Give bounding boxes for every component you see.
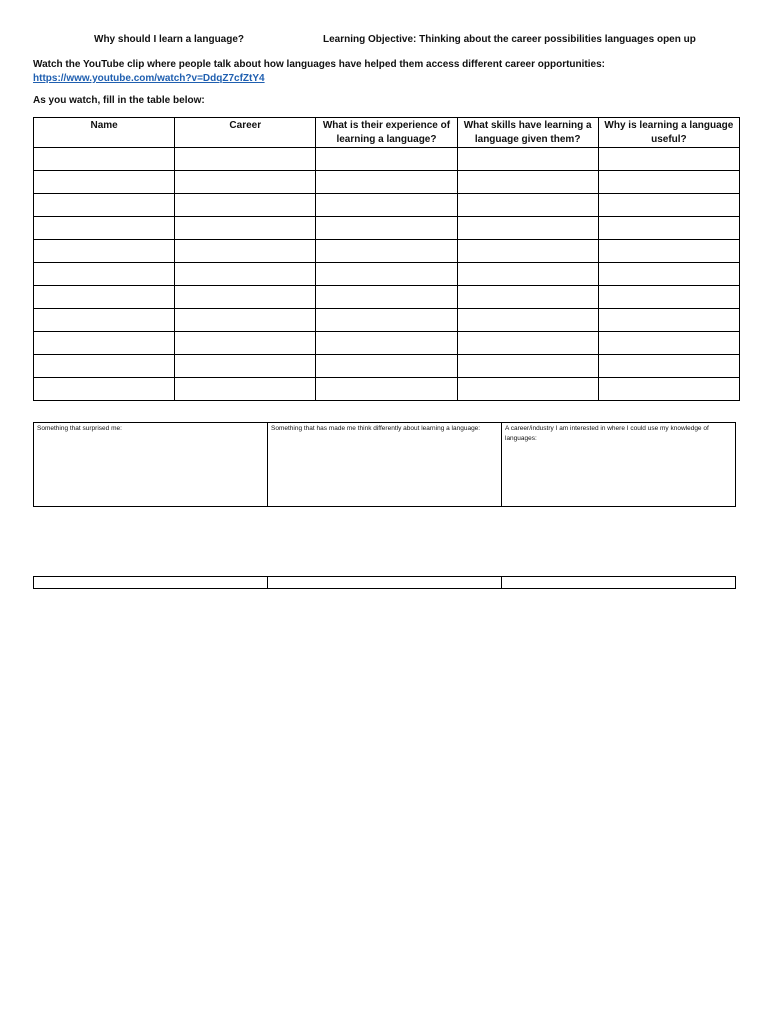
table-cell[interactable]	[34, 148, 175, 171]
table-cell[interactable]	[34, 309, 175, 332]
table-row	[34, 263, 740, 286]
reflection-prompt-career-interest: A career/industry I am interested in where I could use my knowledge of languages:	[505, 425, 709, 442]
table-cell[interactable]	[457, 355, 598, 378]
table-cell[interactable]	[316, 355, 457, 378]
table-cell[interactable]	[175, 148, 316, 171]
table-cell[interactable]	[175, 286, 316, 309]
table-cell[interactable]	[316, 194, 457, 217]
worksheet-title: Why should I learn a language?	[94, 34, 245, 45]
table-cell[interactable]	[316, 148, 457, 171]
table-row	[34, 355, 740, 378]
table-cell[interactable]	[316, 309, 457, 332]
table-row	[34, 378, 740, 401]
table-cell[interactable]	[457, 194, 598, 217]
reflection-row	[34, 423, 736, 507]
column-header-usefulness: Why is learning a language useful?	[598, 118, 739, 148]
table-cell[interactable]	[175, 171, 316, 194]
learning-objective: Learning Objective: Thinking about the career possibilities languages open up	[323, 34, 696, 45]
table-cell[interactable]	[34, 355, 175, 378]
table-cell[interactable]	[598, 217, 739, 240]
table-row	[34, 171, 740, 194]
table-cell[interactable]	[598, 286, 739, 309]
table-row	[34, 286, 740, 309]
table-cell[interactable]	[34, 240, 175, 263]
table-cell[interactable]	[175, 309, 316, 332]
table-cell[interactable]	[598, 309, 739, 332]
table-cell[interactable]	[316, 378, 457, 401]
table-cell[interactable]	[457, 148, 598, 171]
table-cell[interactable]	[457, 171, 598, 194]
watch-table-body	[34, 148, 740, 401]
reflection-box-career-interest[interactable]	[502, 423, 736, 507]
table-cell[interactable]	[316, 332, 457, 355]
reflection-prompt-think-differently: Something that has made me think differently about learning a language:	[271, 425, 481, 432]
table-cell[interactable]	[175, 240, 316, 263]
table-cell[interactable]	[598, 332, 739, 355]
bottom-empty-cell[interactable]	[502, 577, 736, 589]
bottom-empty-cell[interactable]	[268, 577, 502, 589]
table-cell[interactable]	[457, 286, 598, 309]
table-row	[34, 332, 740, 355]
table-cell[interactable]	[175, 355, 316, 378]
table-cell[interactable]	[598, 378, 739, 401]
table-cell[interactable]	[457, 217, 598, 240]
reflection-table	[33, 422, 736, 507]
bottom-empty-row	[34, 577, 736, 589]
table-cell[interactable]	[34, 194, 175, 217]
table-cell[interactable]	[457, 378, 598, 401]
table-cell[interactable]	[175, 194, 316, 217]
table-row	[34, 217, 740, 240]
table-cell[interactable]	[457, 240, 598, 263]
table-cell[interactable]	[598, 355, 739, 378]
video-instruction: Watch the YouTube clip where people talk about how languages have helped them access different career opportunities:	[33, 59, 605, 70]
column-header-career: Career	[175, 118, 316, 148]
table-row	[34, 240, 740, 263]
table-cell[interactable]	[175, 332, 316, 355]
table-cell[interactable]	[457, 332, 598, 355]
table-cell[interactable]	[457, 309, 598, 332]
table-cell[interactable]	[316, 263, 457, 286]
table-cell[interactable]	[34, 217, 175, 240]
table-cell[interactable]	[598, 171, 739, 194]
bottom-empty-cell[interactable]	[34, 577, 268, 589]
youtube-link[interactable]: https://www.youtube.com/watch?v=DdqZ7cfZtY4	[33, 73, 265, 84]
table-row	[34, 148, 740, 171]
table-cell[interactable]	[316, 240, 457, 263]
reflection-box-surprised[interactable]	[34, 423, 268, 507]
bottom-empty-table	[33, 576, 736, 589]
table-cell[interactable]	[316, 217, 457, 240]
table-cell[interactable]	[598, 263, 739, 286]
reflection-prompt-surprised: Something that surprised me:	[37, 425, 122, 432]
table-cell[interactable]	[34, 263, 175, 286]
table-cell[interactable]	[316, 286, 457, 309]
table-row	[34, 194, 740, 217]
watch-table-header-row	[34, 118, 740, 148]
table-cell[interactable]	[34, 171, 175, 194]
reflection-box-think-differently[interactable]	[268, 423, 502, 507]
table-cell[interactable]	[457, 263, 598, 286]
table-cell[interactable]	[598, 194, 739, 217]
table-row	[34, 309, 740, 332]
column-header-name: Name	[34, 118, 175, 148]
table-instruction: As you watch, fill in the table below:	[33, 95, 205, 106]
table-cell[interactable]	[175, 217, 316, 240]
table-cell[interactable]	[598, 148, 739, 171]
table-cell[interactable]	[175, 263, 316, 286]
table-cell[interactable]	[175, 378, 316, 401]
table-cell[interactable]	[598, 240, 739, 263]
table-cell[interactable]	[34, 332, 175, 355]
watch-table	[33, 117, 740, 401]
column-header-experience: What is their experience of learning a language?	[316, 118, 457, 148]
column-header-skills: What skills have learning a language given them?	[457, 118, 598, 148]
table-cell[interactable]	[34, 286, 175, 309]
table-cell[interactable]	[316, 171, 457, 194]
table-cell[interactable]	[34, 378, 175, 401]
